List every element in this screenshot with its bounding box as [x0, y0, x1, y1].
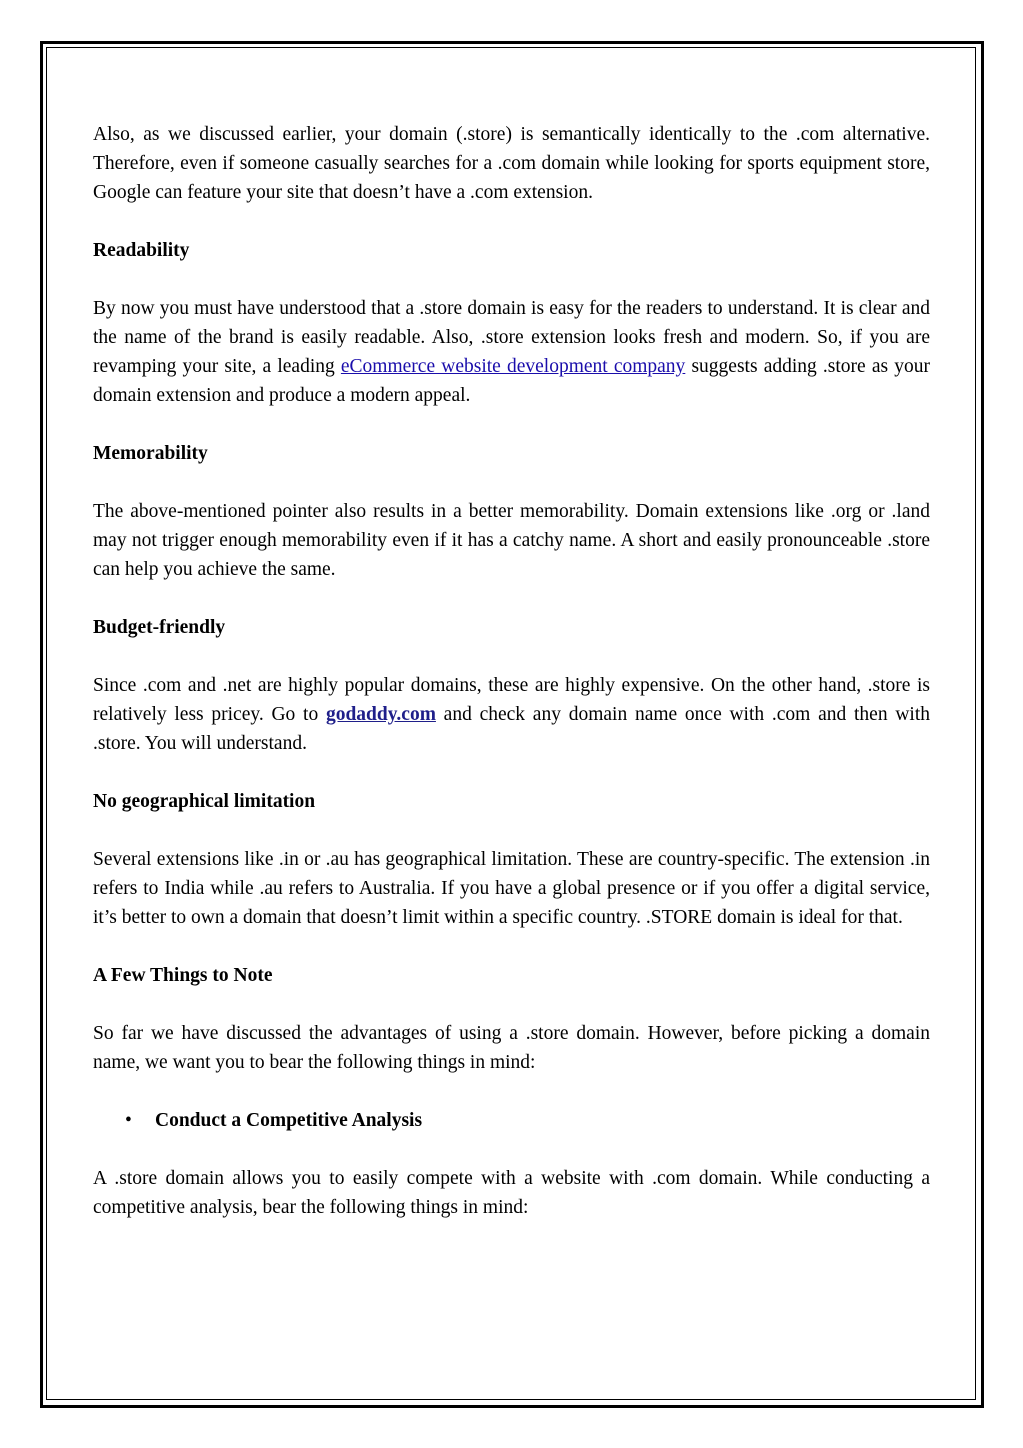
- bullet-icon: •: [125, 1110, 132, 1131]
- heading-budget-friendly: Budget-friendly: [93, 617, 226, 638]
- paragraph-budget-text-2: and check any domain name once with .com and then with .store. You will understand.: [93, 704, 930, 754]
- paragraph-competitive-analysis: A .store domain allows you to easily compete with a website with .com domain. While conducting a competitive analysis, bear the following things in mind:: [93, 1168, 930, 1218]
- paragraph-readability: [93, 294, 930, 410]
- heading-few-things-to-note: A Few Things to Note: [93, 965, 273, 986]
- ecommerce-development-link[interactable]: eCommerce website development company: [340, 356, 686, 377]
- paragraph-budget-text-1: Since .com and .net are highly popular domains, these are highly expensive. On the other hand, .store is relatively less pricey. Go to: [93, 675, 930, 725]
- paragraph-semantic-equivalence: Also, as we discussed earlier, your domain (.store) is semantically identically to the .com alternative. Therefore, even if someone casually searches for a .com domain while looking for sports equipment store, Google can feature your site that doesn’t have a .com extension.: [93, 124, 930, 203]
- paragraph-budget: [93, 671, 930, 758]
- heading-geographical-limitation: No geographical limitation: [93, 791, 316, 812]
- heading-memorability: Memorability: [93, 443, 208, 464]
- heading-readability: Readability: [93, 240, 190, 261]
- document-body: [93, 120, 930, 1251]
- paragraph-memorability: The above-mentioned pointer also results in a better memorability. Domain extensions like .org or .land may not trigger enough memorability even if it has a catchy name. A short and easily pronounceable .store can help you achieve the same.: [93, 501, 930, 580]
- paragraph-readability-text-2: suggests adding .store as your domain extension and produce a modern appeal.: [93, 356, 930, 406]
- list-item: [125, 1106, 930, 1135]
- paragraph-things-to-note: So far we have discussed the advantages of using a .store domain. However, before picking a domain name, we want you to bear the following things in mind:: [93, 1023, 930, 1073]
- paragraph-geographical: Several extensions like .in or .au has geographical limitation. These are country-specific. The extension .in refers to India while .au refers to Australia. If you have a global presence or if you offer a digital service, it’s better to own a domain that doesn’t limit within a specific country. .STORE domain is ideal for that.: [93, 849, 930, 928]
- godaddy-link[interactable]: godaddy.com: [325, 704, 436, 725]
- paragraph-readability-text-1: By now you must have understood that a .store domain is easy for the readers to understand. It is clear and the name of the brand is easily readable. Also, .store extension looks fresh and modern. So, if you are revamping your site, a leading: [93, 298, 930, 377]
- bullet-list: [93, 1106, 930, 1135]
- list-item-label: Conduct a Competitive Analysis: [155, 1110, 423, 1131]
